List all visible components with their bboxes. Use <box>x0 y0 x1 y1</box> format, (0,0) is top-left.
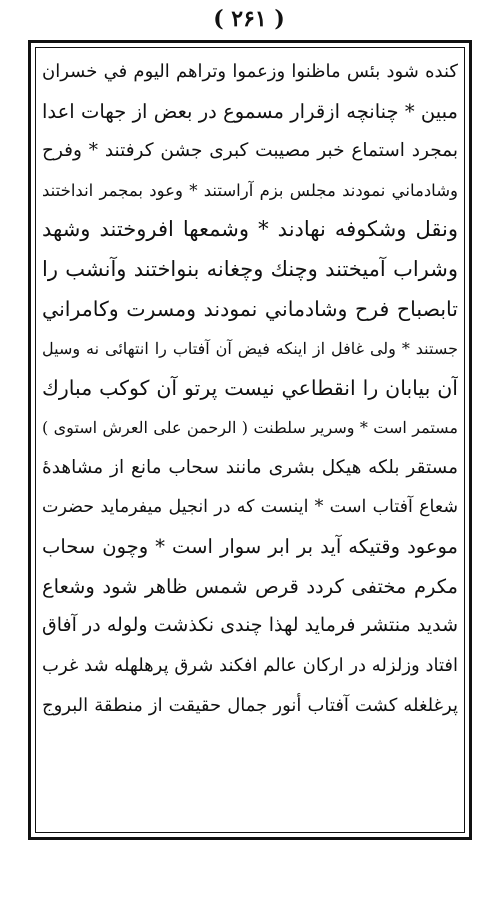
text-line: شدید منتشر فرماید لهذا چندی نکذشت ولوله در آفاق <box>42 614 458 637</box>
text-line: آن بیابان را انقطاعي نیست پرتو آن کوکب مبارك <box>42 375 458 400</box>
text-line: جستند * ولی غافل از اینکه فیض آن آفتاب را انتهائی نه وسیل <box>42 339 458 359</box>
text-body <box>42 52 458 725</box>
text-line: افتاد وزلزله در ارکان عالم افکند شرق پرهلهله شد غرب <box>42 654 458 676</box>
text-line: مکرم مختفی کردد قرص شمس ظاهر شود وشعاع <box>42 574 458 598</box>
text-line: وشراب آمیختند وچنك وچغانه بنواختند وآنشب را <box>42 256 458 281</box>
text-line: ونقل وشکوفه نهادند * وشمعها افروختند وشهد <box>42 217 458 242</box>
text-line: موعود وقتیکه آید بر ابر سوار است * وچون سحاب <box>42 535 458 559</box>
text-line: تابصباح فرح وشادماني نمودند ومسرت وکامراني <box>42 296 458 321</box>
text-line: مستمر است * وسریر سلطنت ( الرحمن علی العرش استوی ) <box>42 418 458 438</box>
text-line: بمجرد استماع خبر مصیبت کبری جشن کرفتند * وفرح <box>42 140 458 162</box>
text-line: پرغلغله کشت آفتاب أنور جمال حقیقت از منطقة البروج <box>42 694 458 716</box>
text-line: مبین * چنانچه ازقرار مسموع در بعض از جهات اعدا <box>42 99 458 123</box>
page-number: ( ۲۶۱ ) <box>213 6 285 32</box>
text-line: کنده شود بئس ماظنوا وزعموا وتراهم الیوم في خسران <box>42 61 458 82</box>
text-line: وشادماني نمودند مجلس بزم آراستند * وعود بمجمر انداختند <box>42 180 458 200</box>
text-line: شعاع آفتاب است * اینست که در انجیل میفرماید حضرت <box>42 496 458 517</box>
text-line: مستقر بلکه هیکل بشری مانند سحاب مانع از مشاهدهٔ <box>42 456 458 478</box>
